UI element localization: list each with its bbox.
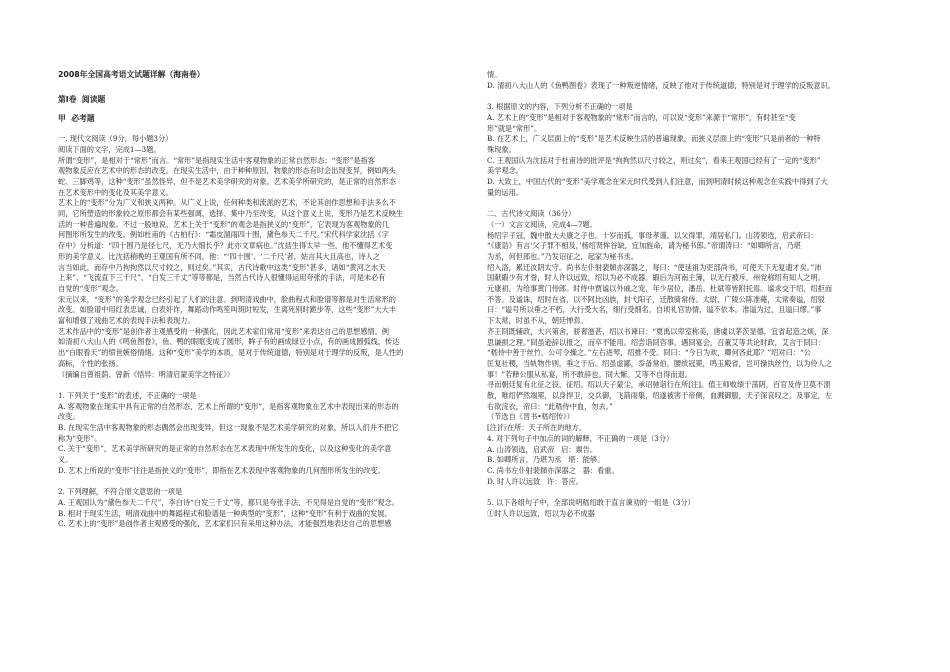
text-line: 情。	[487, 70, 502, 79]
text-line: 匡复社稷，当轨物作则，垂之于后。绍虽虚鄙，忝备常伯，腰绂冠冕，鸣玉殿省，岂可操执丝竹，以为伶人之	[487, 358, 833, 368]
text-line: 阅读下面的文字，完成1—3题。	[58, 144, 161, 154]
text-line: 量的运用。	[487, 187, 523, 197]
text-line	[58, 380, 463, 391]
text-line: 二、古代诗文阅读（36分）	[487, 209, 576, 219]
text-line: （摘编自曾祖荫、曾新《悟异：明清启蒙美学之特征》）	[58, 369, 235, 379]
text-line: B. 在艺术上，广义层面上的“变形”是艺术反映生活的普遍现象，而狭义层面上的“变形”只是前者的一种特	[487, 134, 821, 144]
text-line: 形”就是“常形”。	[487, 123, 542, 133]
right-column	[487, 70, 892, 519]
text-line: 义。	[58, 455, 73, 465]
text-line: A. 客观物象在现实中具有正常的自然形态，艺术上所谓的“变形”，是指客观物象在艺术中表现出来的形态的	[58, 401, 399, 411]
text-line: C. 尚书左仆射裴頠亦深器之 器：看重。	[487, 465, 619, 475]
text-line: 元康初，为给事黄门侍郎。时侍中贾谧以外戚之宠，年少居位，潘岳、杜斌等皆附托焉。谧求交于绍，绍拒而	[487, 284, 833, 294]
right-text-block	[487, 70, 892, 519]
document-title: 2008年全国高考语文试题详解（海南卷）	[58, 70, 205, 79]
text-line	[487, 198, 892, 209]
text-line: 所谓“变形”，是相对于“常形”而言。“常形”是指现实生活中客观物象的正常自然形态；“变形”是指客	[58, 155, 375, 165]
part-title: 甲 必考题	[58, 114, 95, 124]
text-line	[487, 487, 892, 498]
text-line: 曰：“谥号所以垂之不朽，大行受大名，细行受细名，自顷礼官协情，谥不依本。准谥为过，且谥曰缪。”事	[487, 305, 822, 315]
text-line: 4. 对下列句子中加点的词的解释，不正确的一项是（3分）	[487, 433, 674, 443]
text-line: D. 清初八大山人的《鱼鸭图卷》表现了一种叛逆情绪，反映了他对于传统道德，特别是对于理学的反叛意识。	[487, 80, 835, 90]
section-title: 第Ⅰ卷 阅读题	[58, 94, 106, 104]
text-line: A. 王观国认为“黛色参天二千尺”，李白诗“白发三千丈”等，都只是夸张手法，不见得是自觉的“变形”观念。	[58, 497, 399, 507]
text-line: 何图形所发生的改变。例如杜甫的《古柏行》：“霜皮溜雨四十围，黛色参天二千尺。”宋代科学家沈括《字	[58, 230, 389, 240]
left-column	[58, 70, 463, 530]
text-line: 2. 下列理解，不符合原文意思的一项是	[58, 487, 183, 497]
text-line: 上来”、“飞流直下三千尺”、“白发三千丈”等等都是，当然古代诗人很懂得运用夸张的手法，可是未必有	[58, 273, 386, 283]
left-text-block	[58, 134, 463, 530]
text-line: 绍入洛，累迁汝阴太守。尚书左仆射裴頠亦深器之，每曰：“使延祖为吏部尚书，可使天下无复遗才矣。”沛	[487, 262, 822, 272]
text-line: （一）文言文阅读，完成4—7题。	[487, 219, 597, 229]
text-line: 不答。及谧诛，绍时在省，以不阿比凶族，封弋阳子，迁散骑常侍。太尉、广陵公陈准薨，太常奏谥，绍驳	[487, 294, 825, 304]
text-line: D. 大致上，中国古代的“变形”美学观念在宋元时代受到人们注意，而到明清时候这种观念在实践中得到了大	[487, 177, 828, 187]
text-line: A. 艺术上的“变形”是相对于客观物象的“常形”而言的，可以说“变形”来源于“常形”，有时甚至“变	[487, 112, 796, 122]
text-line	[487, 91, 892, 102]
text-line: C. 艺术上的“变形”是创作者主观感受的强化，艺术家们只有采用这种办法，才能强烈地表达自己的思想感	[58, 519, 392, 529]
text-line: 称为“变形”。	[58, 433, 102, 443]
text-line: 如清初八大山人的《鸣鱼图卷》，鱼、鸭的眼眶变成了圆形，眸子有的画成绿豆小点，有的画成圆弧线，传达	[58, 337, 400, 347]
text-line: ①时人许以远致，绍以为必不成器	[487, 508, 595, 518]
text-line: 殊现象。	[487, 144, 516, 154]
text-line: 自觉的“变形”观念。	[58, 283, 123, 293]
text-line: 5. 以下各组句子中，全部说明嵇绍敢于直言谏劝的一组是（3分）	[487, 498, 695, 508]
text-line: D. 时人许以远致 许：答应。	[487, 476, 583, 486]
text-line: 在艺术变形中的变化及其美学意义。	[58, 187, 174, 197]
text-line: 形的美学意义。比沈括稍晚的王观国有所不同，他：“‘四十围’、‘二千尺’者，姑言其大且高也，诗人之	[58, 251, 380, 261]
text-line: 艺术作品中的“变形”是创作者主观感受的一种强化，因此艺术家们常用“变形”来表达自己的思想感情。例	[58, 326, 389, 336]
text-line: （节选自《晋书•嵇绍传》）	[487, 412, 574, 422]
text-line: 蛇、三脚鸡等，这种“变形”虽然怪异，但不是艺术美学研究的对象。艺术美学所研究的，是正常的自然形态	[58, 176, 396, 186]
text-line: 3. 根据原文的内容，下列分析不正确的一项是	[487, 102, 633, 112]
text-line: B. 如卿所言，乃堪为丞 堪：能够。	[487, 455, 605, 465]
text-line: 改变。如脸谱中用红表忠诚，白表奸诈，舞蹈动作鸣笙叫斑时短发，生离死别时跪步等，这些“变形”大大丰	[58, 305, 396, 315]
text-line: 事！”若释公服从私宴，所不敢辞也。冏大惭。艾等不自得而退。	[487, 369, 692, 379]
text-line: 高标，个性的张扬。	[58, 358, 123, 368]
text-line: “嵇侍中善于丝竹，公可令操之。”左右进琴，绍推不受。冏曰：“今日为欢，卿何吝此耶？”绍对曰：“公	[487, 348, 811, 358]
text-line: 富和增强了戏曲艺术的表现手法和表现力。	[58, 316, 195, 326]
text-line: 下太常，时虽不从，朝廷惮焉。	[487, 316, 588, 326]
text-line: 杨绍字子冠，魏中散大夫康之子也。十岁而孤，事母孝谨。以父得罪，靖居私门。山涛领选，启武帝曰：	[487, 230, 818, 240]
text-line: 言当如此，而存中乃拘拘然以尺寸较之，则过矣。”其实，古代诗歌中这类“变形”甚多，诸如“黄河之水天	[58, 262, 386, 272]
text-line: 思谦损之理。”冏虽逊辞以报之，而卒不能用。绍尝诣冏咨事，遇冏宴会，召董艾等共论时政，艾言于冏曰：	[487, 337, 825, 347]
text-line: 宋元以来，“变形”的美学观念已经引起了人们的注意。到明清戏曲中，脸曲程式和脸谱等都是对生活常形的	[58, 294, 396, 304]
text-line: 一. 现代文阅读（9分，每小题3分）	[58, 134, 173, 144]
text-line: 为丞，何但郎也。”乃发诏征之，起家为秘书丞。	[487, 251, 639, 261]
text-line: C. 王观国认为沈括对于杜甫诗的批评是“拘拘然以尺寸较之，则过矣”，看来王观国已经有了一定的“变形”	[487, 155, 821, 165]
text-line: 齐王冏既辅政，大兴第舍，骄奢滋甚，绍以书谏曰：“夏禹以卑室称美，唐虞以茅茨显德，宜省起造之烦，深	[487, 326, 829, 336]
text-line: “《康诰》有言‘父子罪不相及，’杨绍贤侔谷缺，宜加旌命，请为秘书郎。”帝谓涛曰：“如卿所言，乃堪	[487, 241, 801, 251]
text-line: 艺术上的“变形”分为广义和狭义两种。从广义上说，任何种类和流派的艺术，不论其创作思想和手法多么不	[58, 198, 396, 208]
text-line: A. 山涛领选，启武帝 启：禀告。	[487, 444, 598, 454]
text-line: 美学观念。	[487, 166, 523, 176]
text-line: 活的一种普遍现象。不过一般地说，艺术上关于“变形”的观念是指狭义的“变形”，它表现为客观物象的几	[58, 219, 389, 229]
text-line: 右欲浣衣，帝曰：“此嵇侍中血，勿去。”	[487, 401, 613, 411]
text-line: 寻而朝廷复有北征之役，征绍。绍以天子蒙尘，承诏驰诣行在所[注]。值王师败绩于荡阴，百官及侍卫莫不溃	[487, 380, 831, 390]
text-line: 存中》分析道：“四十围乃是径七尺，无乃大细长乎？此亦文章病也。”沈括生得太早一些，他不懂得艺术变	[58, 241, 393, 251]
text-line: 国献嘏少有才誉，时人许以远致，绍以为必不成器。嘏后为河南主簿，以无行被斥，州党称绍有知人之明。	[487, 273, 825, 283]
text-line: C. 关于“变形”，艺术美学所研究的是正常的自然形态在艺术表现中所发生的变化，以及这种变化的美学意	[58, 444, 392, 454]
text-line: 出“白眼看天”的愤世嫉俗情绪。这种“变形”美学的本质，是对于传统道德，特别是对于理学的反叛，是人性的	[58, 348, 404, 358]
text-line: B. 相对于现实生活，明清戏曲中的舞蹈程式和脸谱是一种典型的“变形”，这种“变形”有利于戏曲的发展。	[58, 508, 392, 518]
text-line: [注]行在所：天子所在的地方。	[487, 423, 587, 433]
text-line: 改变。	[58, 412, 80, 422]
text-line: 1. 下列关于“变形”的表述，不正确的一项是	[58, 390, 197, 400]
text-line: 观物象反应在艺术中的形态的改变。在现实生活中，由于种种原因，物象的形态有时会出现变异，例如两头	[58, 166, 396, 176]
text-line: 同，它所塑造的形象较之原形都会有某些强调、选择、集中乃至改变，从这个意义上说，变形乃是艺术反映生	[58, 209, 404, 219]
text-line: 散，唯绍俨然端冕，以身捍卫，交兵御，飞箭雨集，绍遂被害于帝侧，血溅御服，天子深哀叹之。及事定，左	[487, 391, 833, 401]
text-line	[58, 477, 463, 488]
text-line: B. 在现实生活中客观物象的形态偶然会出现变异，但这一现象不是艺术美学研究的对象，所以人们并不把它	[58, 423, 399, 433]
text-line: D. 艺术上所说的“变形”往往是指狭义的“变形”，即指在艺术表现中客观物象的几何图形所发生的改变。	[58, 465, 385, 475]
